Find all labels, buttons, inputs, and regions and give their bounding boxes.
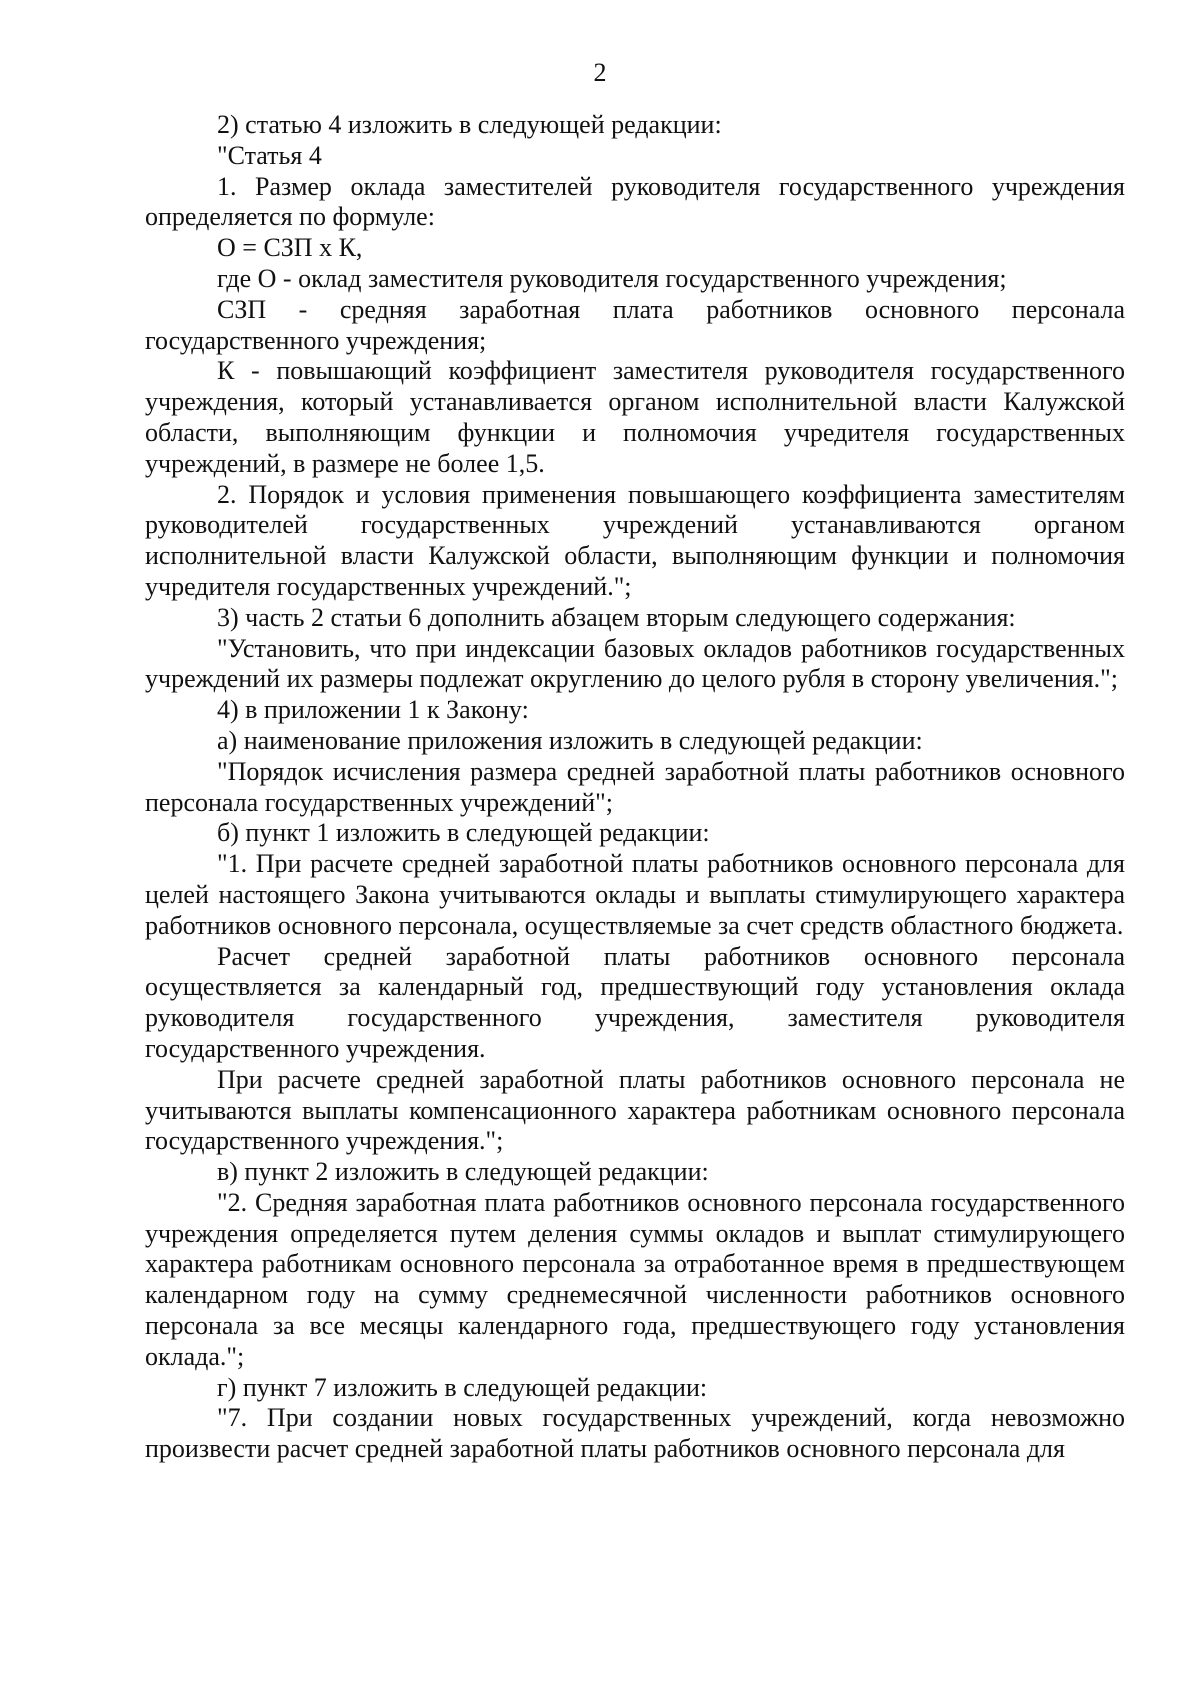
paragraph: "7. При создании новых государственных учреждений, когда невозможно произвести расчет средней заработной платы работников основного персонала для [145, 1403, 1125, 1464]
paragraph: 1. Размер оклада заместителей руководителя государственного учреждения определяется по формуле: [145, 171, 1125, 232]
page-number: 2 [593, 58, 607, 87]
paragraph: Расчет средней заработной платы работников основного персонала осуществляется за календарный год, предшествующий году установления оклада руководителя государственного учреждения, заместителя руководителя государственного учреждения. [145, 941, 1125, 1063]
paragraph: При расчете средней заработной платы работников основного персонала не учитываются выплаты компенсационного характера работникам основного персонала государственного учреждения."; [145, 1064, 1125, 1156]
paragraph: "Статья 4 [217, 140, 322, 170]
paragraph: "Порядок исчисления размера средней заработной платы работников основного персонала государственных учреждений"; [145, 756, 1125, 817]
paragraph: "1. При расчете средней заработной платы работников основного персонала для целей настоящего Закона учитываются оклады и выплаты стимулирующего характера работников основного персонала, осуществляемые за счет средств областного бюджета. [145, 849, 1125, 940]
paragraph: "2. Средняя заработная плата работников основного персонала государственного учреждения определяется путем деления суммы окладов и выплат стимулирующего характера работникам основного персонала за отработанное время в предшествующем календарном году на сумму среднемесячной численности работников основного персонала за все месяцы календарного года, предшествующего году установления оклада."; [145, 1187, 1125, 1371]
paragraph: 2) статью 4 изложить в следующей редакции: [217, 110, 722, 139]
paragraph: К - повышающий коэффициент заместителя руководителя государственного учреждения, который устанавливается органом исполнительной власти Калужской области, выполняющим функции и полномочия учредителя государственных учреждений, в размере не более 1,5. [145, 356, 1125, 478]
paragraph: 2. Порядок и условия применения повышающего коэффициента заместителям руководителей государственных учреждений устанавливаются органом исполнительной власти Калужской области, выполняющим функции и полномочия учредителя государственных учреждений."; [145, 479, 1125, 601]
paragraph: а) наименование приложения изложить в следующей редакции: [217, 725, 923, 755]
paragraph: в) пункт 2 изложить в следующей редакции: [217, 1157, 709, 1187]
paragraph: "Установить, что при индексации базовых окладов работников государственных учреждений их размеры подлежат округлению до целого рубля в сторону увеличения."; [145, 633, 1125, 694]
paragraph: б) пункт 1 изложить в следующей редакции: [217, 818, 710, 848]
paragraph: 4) в приложении 1 к Закону: [217, 695, 529, 725]
paragraph: СЗП - средняя заработная плата работников основного персонала государственного учреждения; [145, 294, 1125, 355]
formula: О = СЗП х К, [217, 233, 363, 263]
document-body [145, 110, 1125, 1465]
paragraph: г) пункт 7 изложить в следующей редакции: [217, 1372, 708, 1402]
paragraph: где О - оклад заместителя руководителя государственного учреждения; [217, 263, 1007, 293]
paragraph: 3) часть 2 статьи 6 дополнить абзацем вторым следующего содержания: [217, 602, 1016, 632]
